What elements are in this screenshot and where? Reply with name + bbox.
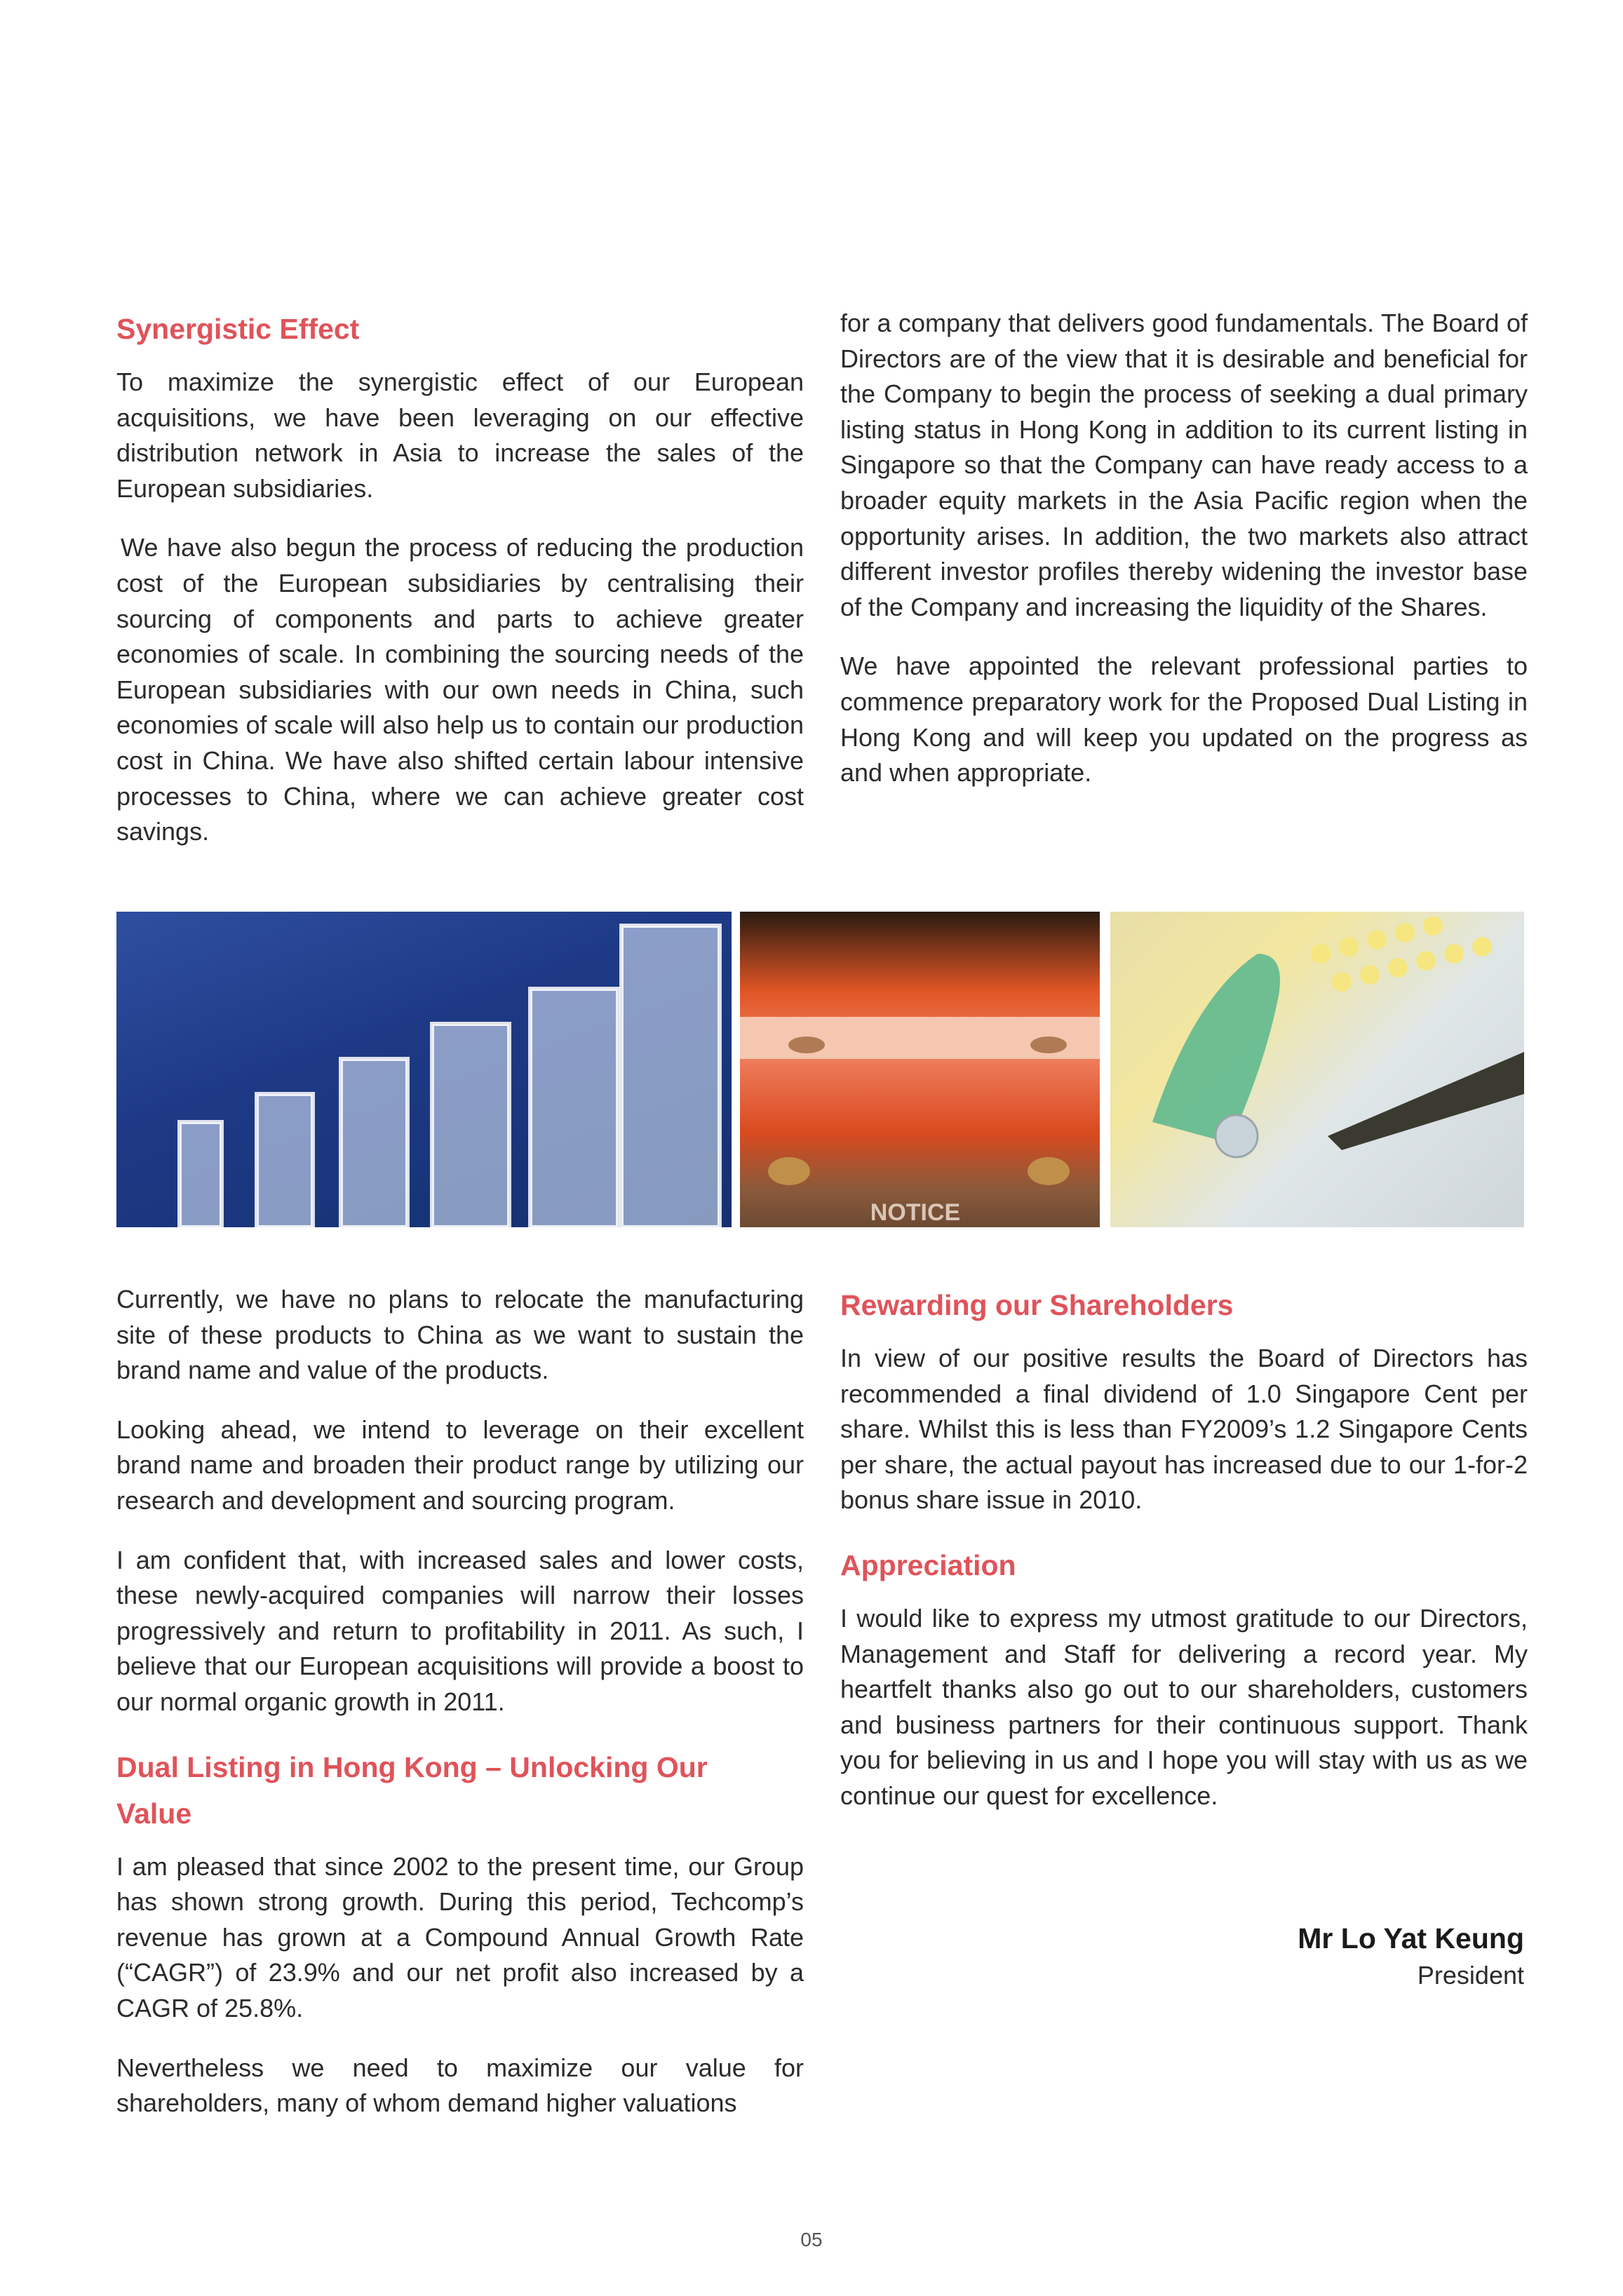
- paragraph: Nevertheless we need to maximize our value for shareholders, many of whom demand higher valuations: [116, 2053, 804, 2118]
- paragraph: Currently, we have no plans to relocate the manufacturing site of these products to China as we want to sustain the brand name and value of the products.: [116, 1285, 804, 1385]
- paragraph: I would like to express my utmost gratitude to our Directors, Management and Staff for delivering a record year. My heartfelt thanks also go out to our shareholders, customers and business partners for their continuous support. Thank you for believing in us and I hope you will stay with us as we continue our quest for excellence.: [840, 1603, 1528, 1810]
- bottom-left-column: [116, 1282, 804, 2145]
- page-number: 05: [800, 2229, 823, 2250]
- paragraph: In view of our positive results the Board of Directors has recommended a final dividend of 1.0 Singapore Cent per share. Whilst this is less than FY2009’s 1.2 Singapore Cents per share, the actual payout has increased due to our 1-for-2 bonus share issue in 2010.: [840, 1344, 1528, 1515]
- paragraph: I am pleased that since 2002 to the present time, our Group has shown strong growth. During this period, Techcomp’s revenue has grown at a Compound Annual Growth Rate (“CAGR”) of 23.9% and our net profit also increased by a CAGR of 25.8%.: [116, 1851, 804, 2022]
- top-left-column: [116, 306, 804, 874]
- bottom-right-column: [840, 1282, 1528, 1838]
- paragraph: To maximize the synergistic effect of our European acquisitions, we have been leveraging on our effective distribution network in Asia to increase the sales of the European subsidiaries.: [116, 367, 804, 503]
- section-heading-rewarding-shareholders: Rewarding our Shareholders: [840, 1289, 1234, 1321]
- paragraph: Looking ahead, we intend to leverage on their excellent brand name and broaden their product range by utilizing our research and development and sourcing program.: [116, 1414, 804, 1515]
- paragraph: I am confident that, with increased sales and lower costs, these newly-acquired companies will narrow their losses progressively and return to profitability in 2011. As such, I believe that our European acquisitions will provide a boost to our normal organic growth in 2011.: [116, 1545, 804, 1716]
- paragraph: We have appointed the relevant professional parties to commence preparatory work for the Proposed Dual Listing in Hong Kong and will keep you updated on the progress as and when appropriate.: [840, 651, 1528, 788]
- photo-orange-instrument: [740, 912, 1100, 1227]
- photo-glass-cuvettes: [116, 912, 732, 1227]
- section-heading-dual-listing: Dual Listing in Hong Kong – Unlocking Our Value: [116, 1750, 708, 1830]
- paragraph: We have also begun the process of reducing the production cost of the European subsidiaries by centralising their sourcing of components and parts to achieve greater economies of scale. In combining the sourcing needs of the European subsidiaries with our own needs in China, such economies of scale will also help us to contain our production cost in China. We have also shifted certain labour intensive processes to China, where we can achieve greater cost savings.: [116, 533, 804, 846]
- notice-text: NOTICE: [870, 1199, 961, 1226]
- signatory-name: Mr Lo Yat Keung: [1298, 1922, 1524, 1954]
- signatory-title: President: [1417, 1961, 1524, 1990]
- top-right-column: [840, 306, 1528, 815]
- signature-block: [1298, 1919, 1524, 1993]
- photo-lab-pipette: [1110, 912, 1524, 1227]
- paragraph: for a company that delivers good fundamentals. The Board of Directors are of the view that it is desirable and beneficial for the Company to begin the process of seeking a dual primary listing status in Hong Kong in addition to its current listing in Singapore so that the Company can have ready access to a broader equity markets in the Asia Pacific region when the opportunity arises. In addition, the two markets also attract different investor profiles thereby widening the investor base of the Company and increasing the liquidity of the Shares.: [840, 309, 1528, 621]
- section-heading-appreciation: Appreciation: [840, 1548, 1016, 1581]
- section-heading-synergistic-effect: Synergistic Effect: [116, 313, 360, 345]
